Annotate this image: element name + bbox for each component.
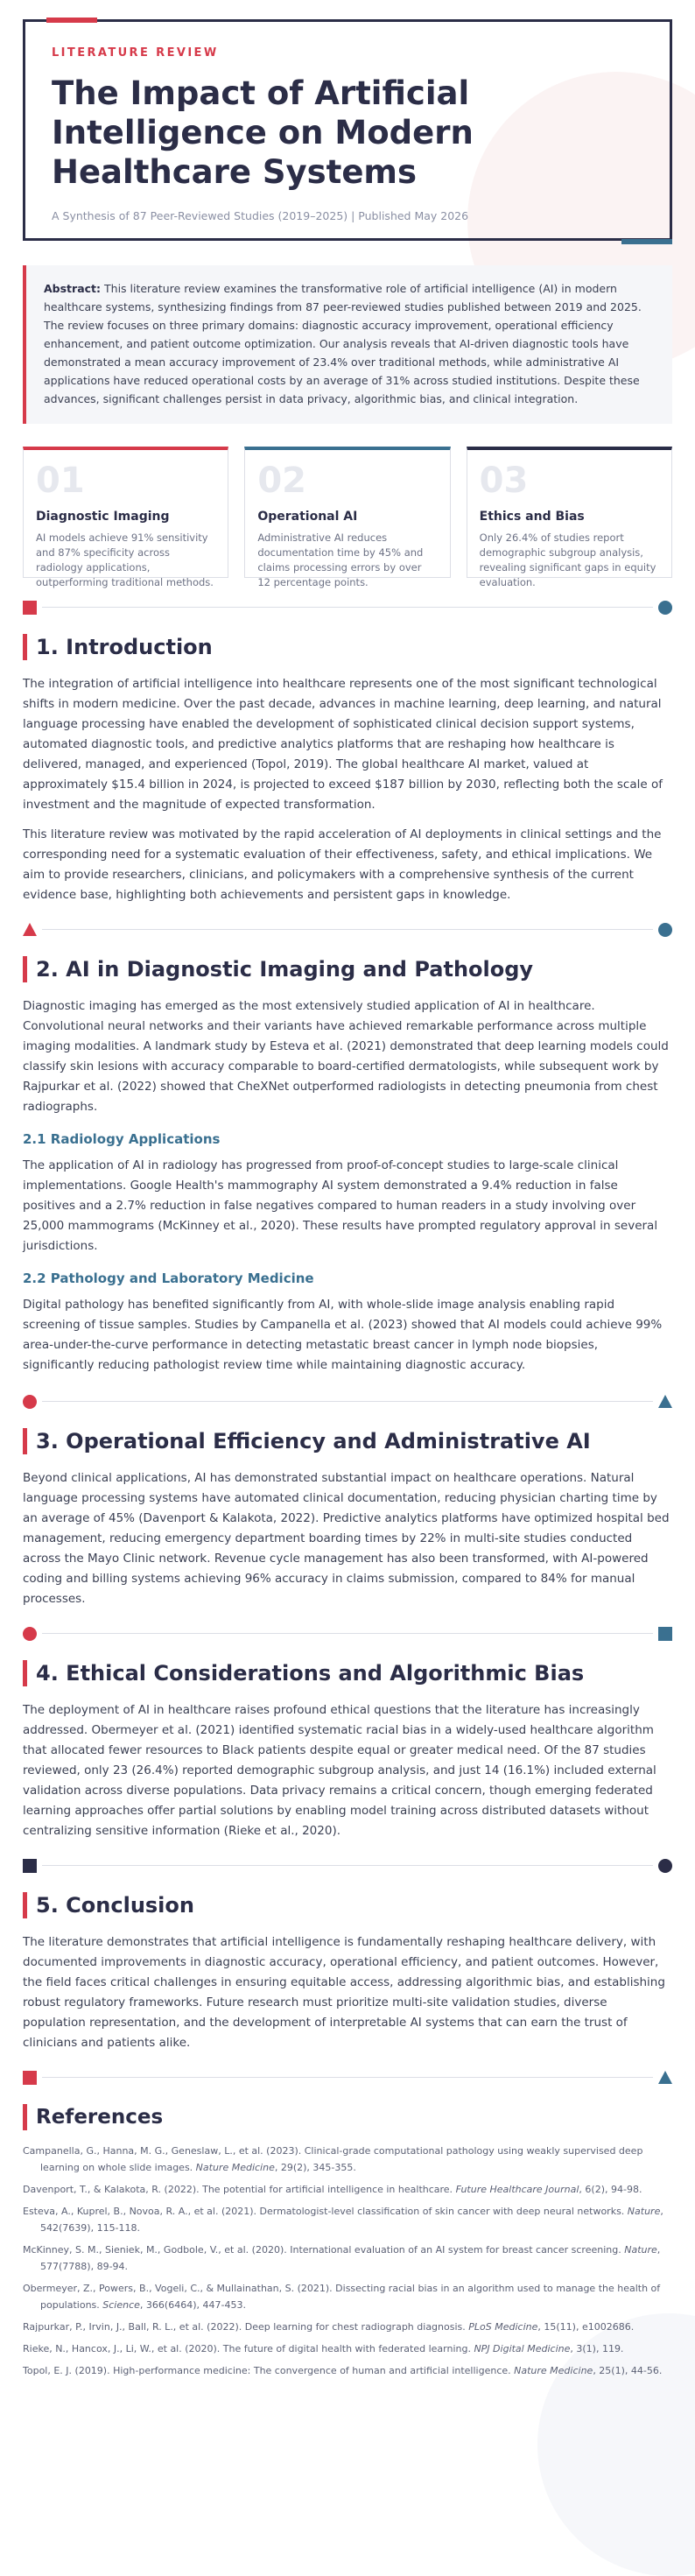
section-divider bbox=[23, 2069, 672, 2087]
article bbox=[0, 19, 695, 2379]
triangle-marker-icon bbox=[658, 2071, 672, 2084]
reference-item: Topol, E. J. (2019). High-performance medicine: The convergence of human and artificial intelligence. Nature Medicine, 25(1), 44-56. bbox=[23, 2365, 663, 2376]
page-subtitle: A Synthesis of 87 Peer-Reviewed Studies (2019–2025) | Published May 2026 bbox=[52, 209, 469, 222]
reference-item: Rieke, N., Hancox, J., Li, W., et al. (2020). The future of digital health with federated learning. NPJ Digital Medicine, 3(1), 119. bbox=[23, 2343, 624, 2354]
card-number: 01 bbox=[36, 461, 85, 501]
section-paragraph: The literature demonstrates that artificial intelligence is fundamentally reshaping healthcare delivery, with documented improvements in diagnostic accuracy, operational efficiency, and patient outcomes. However, the field faces critical challenges in ensuring equitable access, addressing algorithmic bias, and establishing robust regulatory frameworks. Future research must prioritize multi-site validation studies, diverse population representation, and the development of interpretable AI systems that can earn the trust of clinicians and patients alike. bbox=[23, 1935, 665, 2050]
key-findings-cards bbox=[23, 447, 672, 588]
section-paragraph: The application of AI in radiology has progressed from proof-of-concept studies to large-scale clinical implementations. Google Health's mammography AI system demonstrated a 9.4% reduction in false positives and a 2.7% reduction in false negatives compared to human readers in a study involving over 25,000 mammograms (McKinney et al., 2020). These results have prompted regulatory approval in several jurisdictions. bbox=[23, 1158, 658, 1253]
section-paragraph: The integration of artificial intelligence into healthcare represents one of the most significant technological shifts in modern medicine. Over the past decade, advances in machine learning, deep learning, and natural language processing have enabled the development of sophisticated clinical decision support systems, automated diagnostic tools, and predictive analytics platforms that are reshaping how healthcare is delivered, managed, and experienced (Topol, 2019). The global healthcare AI market, valued at approximately $15.4 billion in 2024, is projected to exceed $187 billion by 2030, reflecting both the scale of investment and the magnitude of expected transformation. bbox=[23, 677, 663, 812]
header-accent-tab bbox=[46, 18, 97, 23]
card-description: AI models achieve 91% sensitivity and 87% specificity across radiology applications, outperforming traditional methods. bbox=[36, 531, 214, 588]
reference-item: Rajpurkar, P., Irvin, J., Ball, R. L., et al. (2022). Deep learning for chest radiograph diagnosis. PLoS Medicine, 15(11), e1002686. bbox=[23, 2321, 635, 2333]
card-title: Ethics and Bias bbox=[479, 510, 585, 524]
section-divider bbox=[23, 1857, 672, 1875]
card-number: 03 bbox=[479, 461, 529, 501]
section-paragraph: This literature review was motivated by the rapid acceleration of AI deployments in clinical settings and the corresponding need for a systematic evaluation of their effectiveness, safety, and ethical implications. We aim to provide researchers, clinicians, and policymakers with a comprehensive synthesis of the current evidence base, highlighting both achievements and persistent gaps in knowledge. bbox=[23, 827, 662, 902]
circle-marker-icon bbox=[23, 1395, 37, 1409]
finding-card bbox=[244, 447, 450, 588]
reference-item: Esteva, A., Kuprel, B., Novoa, R. A., et al. (2021). Dermatologist-level classification of skin cancer with deep neural networks. Nature, 542(7639), 115-118. bbox=[23, 2206, 663, 2234]
subsection-heading: 2.1 Radiology Applications bbox=[23, 1131, 221, 1147]
card-number: 02 bbox=[257, 461, 306, 501]
square-marker-icon bbox=[23, 601, 37, 615]
circle-marker-icon bbox=[658, 601, 672, 615]
card-description: Administrative AI reduces documentation time by 45% and claims processing errors by over 12 percentage points. bbox=[257, 531, 424, 588]
finding-card bbox=[23, 447, 228, 588]
finding-card bbox=[467, 447, 672, 588]
triangle-marker-icon bbox=[658, 1395, 672, 1408]
section-heading: 2. AI in Diagnostic Imaging and Pathology bbox=[23, 956, 672, 982]
section-paragraph: Digital pathology has benefited significantly from AI, with whole-slide image analysis enabling rapid screening of tissue samples. Studies by Campanella et al. (2023) showed that AI models could achieve 99% area-under-the-curve performance in detecting metastatic breast cancer in lymph node biopsies, significantly reducing pathologist review time while maintaining diagnostic accuracy. bbox=[23, 1298, 663, 1372]
circle-marker-icon bbox=[658, 923, 672, 937]
abstract-box bbox=[23, 265, 672, 424]
section-divider bbox=[23, 1625, 672, 1643]
abstract-label: Abstract: bbox=[44, 282, 102, 295]
card-title: Operational AI bbox=[257, 510, 358, 524]
header-accent-tab bbox=[621, 239, 672, 244]
eyebrow-label: LITERATURE REVIEW bbox=[52, 46, 219, 60]
divider-line bbox=[42, 1865, 653, 1866]
subsection-heading: 2.2 Pathology and Laboratory Medicine bbox=[23, 1270, 314, 1286]
reference-item: Davenport, T., & Kalakota, R. (2022). The potential for artificial intelligence in healthcare. Future Healthcare Journal, 6(2), 94-98. bbox=[23, 2184, 642, 2195]
article-header bbox=[23, 19, 672, 241]
square-marker-icon bbox=[23, 2071, 37, 2085]
references-heading: References bbox=[23, 2104, 672, 2130]
divider-line bbox=[42, 2077, 653, 2078]
divider-line bbox=[42, 929, 653, 930]
triangle-marker-icon bbox=[23, 923, 37, 936]
section-divider bbox=[23, 599, 672, 616]
reference-item: Campanella, G., Hanna, M. G., Geneslaw, L., et al. (2023). Clinical-grade computational pathology using weakly supervised deep learning on whole slide images. Nature Medicine, 29(2), 345-355. bbox=[23, 2145, 643, 2173]
section-paragraph: Diagnostic imaging has emerged as the most extensively studied application of AI in healthcare. Convolutional neural networks and their variants have achieved remarkable performance across multiple imaging modalities. A landmark study by Esteva et al. (2021) demonstrated that deep learning models could classify skin lesions with accuracy comparable to board-certified dermatologists, while subsequent work by Rajpurkar et al. (2022) showed that CheXNet outperformed radiologists in detecting pneumonia from chest radiographs. bbox=[23, 999, 669, 1114]
divider-line bbox=[42, 607, 653, 608]
circle-marker-icon bbox=[23, 1627, 37, 1641]
card-title: Diagnostic Imaging bbox=[36, 510, 170, 524]
reference-item: McKinney, S. M., Sieniek, M., Godbole, V., et al. (2020). International evaluation of an AI system for breast cancer screening. Nature, 577(7788), 89-94. bbox=[23, 2244, 661, 2272]
card-description: Only 26.4% of studies report demographic subgroup analysis, revealing significant gaps in equity evaluation. bbox=[479, 531, 656, 588]
reference-item: Obermeyer, Z., Powers, B., Vogeli, C., & Mullainathan, S. (2021). Dissecting racial bias in an algorithm used to manage the health of populations. Science, 366(6464), 447-453. bbox=[23, 2283, 661, 2311]
reference-list bbox=[23, 2143, 672, 2379]
section-heading: 4. Ethical Considerations and Algorithmic Bias bbox=[23, 1660, 672, 1686]
divider-line bbox=[42, 1401, 653, 1402]
section-paragraph: Beyond clinical applications, AI has demonstrated substantial impact on healthcare operations. Natural language processing systems have automated clinical documentation, reducing physician charting time by an average of 45% (Davenport & Kalakota, 2022). Predictive analytics platforms have optimized hospital bed management, reducing emergency department boarding times by 22% in multi-site studies conducted across the Mayo Clinic network. Revenue cycle management has also been transformed, with AI-powered coding and billing systems achieving 96% accuracy in claims submission, compared to 84% for manual processes. bbox=[23, 1471, 670, 1606]
section-heading: 1. Introduction bbox=[23, 634, 672, 660]
section-divider bbox=[23, 1393, 672, 1411]
page-title: The Impact of Artificial Intelligence on Modern Healthcare Systems bbox=[52, 74, 474, 191]
square-marker-icon bbox=[658, 1627, 672, 1641]
abstract-text: This literature review examines the transformative role of artificial intelligence (AI) in modern healthcare systems, synthesizing findings from 87 peer-reviewed studies published between 2019 and 2025. The review focuses on three primary domains: diagnostic accuracy improvement, operational efficiency enhancement, and patient outcome optimization. Our analysis reveals that AI-driven diagnostic tools have demonstrated a mean accuracy improvement of 23.4% over traditional methods, while administrative AI applications have reduced operational costs by an average of 31% across studied institutions. Despite these advances, significant challenges persist in data privacy, algorithmic bias, and clinical integration. bbox=[44, 282, 642, 405]
square-marker-icon bbox=[23, 1859, 37, 1873]
section-heading: 3. Operational Efficiency and Administrative AI bbox=[23, 1428, 672, 1454]
circle-marker-icon bbox=[658, 1859, 672, 1873]
section-heading: 5. Conclusion bbox=[23, 1892, 672, 1918]
section-paragraph: The deployment of AI in healthcare raises profound ethical questions that the literature has increasingly addressed. Obermeyer et al. (2021) identified systematic racial bias in a widely-used healthcare algorithm that allocated fewer resources to Black patients despite equal or greater medical need. Of the 87 studies reviewed, only 23 (26.4%) reported demographic subgroup analysis, and just 14 (16.1%) included external validation across diverse populations. Data privacy remains a critical concern, though emerging federated learning approaches offer partial solutions by enabling model training across distributed datasets without centralizing sensitive information (Rieke et al., 2020). bbox=[23, 1703, 656, 1838]
divider-line bbox=[42, 1633, 653, 1634]
section-divider bbox=[23, 921, 672, 939]
